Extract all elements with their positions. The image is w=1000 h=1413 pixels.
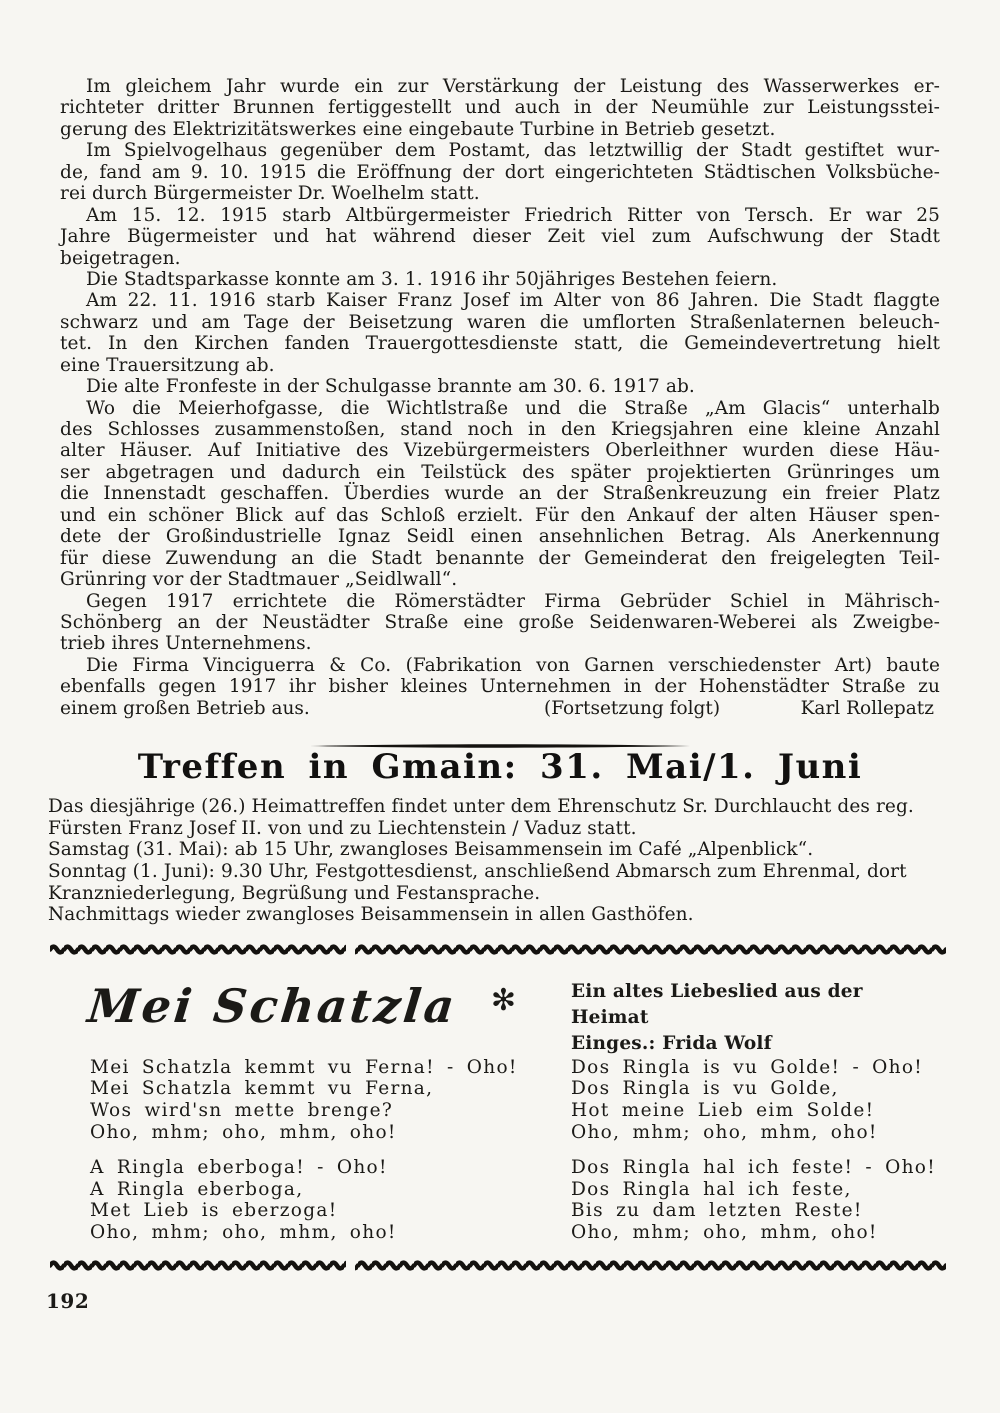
text-line: trieb ihres Unternehmens. [60, 633, 312, 655]
verse-line: Dos Ringla is vu Golde, [571, 1078, 839, 1100]
verse-line: Mei Schatzla kemmt vu Ferna, [90, 1078, 434, 1100]
verse-line: Oho, mhm; oho, mhm, oho! [571, 1222, 878, 1244]
text-line: de, fand am 9. 10. 1915 die Eröffnung der dort eingerichteten Städtischen Volksbüche- [60, 161, 940, 183]
page-number: 192 [46, 1289, 90, 1314]
text-line: Jahre Bügermeister und hat während dieser Zeit viel zum Aufschwung der Stadt [60, 226, 940, 248]
meeting-line: Das diesjährige (26.) Heimattreffen findet unter dem Ehrenschutz Sr. Durchlaucht des reg. [48, 796, 914, 818]
author-name: Karl Rollepatz [800, 697, 934, 719]
text-line: gerung des Elektrizitätswerkes eine eingebaute Turbine in Betrieb gesetzt. [60, 118, 776, 140]
text-line: schwarz und am Tage der Beisetzung waren die umflorten Straßenlaternen beleuch- [60, 311, 940, 333]
verse [571, 1157, 940, 1244]
paragraph [60, 140, 940, 204]
verse-line: Mei Schatzla kemmt vu Ferna! - Oho! [90, 1056, 518, 1078]
text-line: ebenfalls gegen 1917 ihr bisher kleines Unternehmen in der Hohenstädter Straße zu [60, 676, 940, 698]
song-source-line: Ein altes Liebeslied aus der Heimat [571, 980, 863, 1028]
verse-line: Dos Ringla is vu Golde! - Oho! [571, 1056, 924, 1078]
verse-column-right [526, 1057, 940, 1244]
article [60, 76, 940, 719]
text-line: Schönberg an der Neustädter Straße eine große Seidenwaren-Weberei als Zweigbe- [60, 611, 940, 633]
text-line: Am 15. 12. 1915 starb Altbürgermeister Friedrich Ritter von Tersch. Er war 25 [86, 204, 940, 226]
text-line: Im gleichem Jahr wurde ein zur Verstärkung der Leistung des Wasserwerkes er- [86, 76, 940, 97]
text-line: Im Spielvogelhaus gegenüber dem Postamt, das letztwillig der Stadt gestiftet wur- [86, 140, 940, 162]
text-line: Die Firma Vinciguerra & Co. (Fabrikation von Garnen verschiedenster Art) baute [86, 654, 940, 676]
song-section [48, 973, 940, 1244]
verse-column-left [48, 1057, 526, 1244]
paragraph [60, 655, 940, 698]
text-line: tet. In den Kirchen fanden Trauergottesdienste statt, die Gemeindevertretung hielt [60, 333, 940, 355]
verse-line: Dos Ringla hal ich feste! - Oho! [571, 1156, 936, 1178]
paragraph [60, 290, 940, 376]
text-line: beigetragen. [60, 247, 181, 269]
verse-line: Oho, mhm; oho, mhm, oho! [90, 1222, 397, 1244]
wavy-divider [50, 943, 946, 956]
continuation-note: (Fortsetzung folgt) [544, 697, 721, 719]
song-title: Mei Schatzla [85, 978, 460, 1033]
continuation-text: einem großen Betrieb aus. [60, 697, 310, 719]
paragraph [60, 269, 940, 290]
text-line: und ein schöner Blick auf das Schloß erzielt. Für den Ankauf der alten Häuser spen- [60, 504, 940, 526]
meeting-announcement [48, 796, 940, 926]
meeting-line: Nachmittags wieder zwangloses Beisammensein in allen Gasthöfen. [48, 904, 694, 926]
text-line: für diese Zuwendung an die Stadt benannte der Gemeinderat den freigelegten Teil- [60, 547, 940, 569]
paragraph [60, 398, 940, 591]
verse [571, 1057, 940, 1144]
verse-line: Oho, mhm; oho, mhm, oho! [90, 1122, 397, 1144]
text-line: ser abgetragen und dadurch ein Teilstück des später projektierten Grünringes um [60, 461, 940, 483]
text-line: Gegen 1917 errichtete die Römerstädter Firma Gebrüder Schiel in Mährisch- [86, 590, 940, 612]
asterisk-icon: ✻ [490, 982, 516, 1018]
verse-line: A Ringla eberboga! - Oho! [90, 1156, 388, 1178]
text-line: Die alte Fronfeste in der Schulgasse brannte am 30. 6. 1917 ab. [86, 376, 695, 398]
verse-line: Dos Ringla hal ich feste, [571, 1178, 852, 1200]
paragraph [60, 76, 940, 140]
song-title-block [48, 973, 526, 1049]
text-line: eine Trauersitzung ab. [60, 354, 275, 376]
verse [90, 1157, 526, 1244]
meeting-heading: Treffen in Gmain: 31. Mai/1. Juni [137, 747, 863, 788]
section-divider [60, 734, 940, 740]
verse-line: Bis zu dam letzten Reste! [571, 1200, 863, 1222]
article-paragraphs [60, 76, 940, 698]
text-line: Wo die Meierhofgasse, die Wichtlstraße und die Straße „Am Glacis“ unterhalb [86, 397, 940, 419]
article-continuation-row [60, 698, 940, 719]
paragraph [60, 591, 940, 655]
meeting-line: Fürsten Franz Josef II. von und zu Liechtenstein / Vaduz statt. [48, 817, 637, 839]
verse-line: Met Lieb is eberzoga! [90, 1200, 338, 1222]
text-line: richteter dritter Brunnen fertiggestellt und auch in der Neumühle zur Leistungsstei- [60, 97, 940, 119]
text-line: rei durch Bürgermeister Dr. Woelhelm statt. [60, 183, 480, 205]
verse [90, 1057, 526, 1144]
text-line: dete der Großindustrielle Ignaz Seidl einen ansehnlichen Betrag. Als Anerkennung [60, 526, 940, 548]
text-line: des Schlosses zusammenstoßen, stand noch in den Kriegsjahren eine kleine Anzahl [60, 419, 940, 440]
song-contributor-line: Einges.: Frida Wolf [571, 1032, 772, 1054]
meeting-line: Sonntag (1. Juni): 9.30 Uhr, Festgottesdienst, anschließend Abmarsch zum Ehrenmal, dort [48, 860, 907, 882]
meeting-line: Samstag (31. Mai): ab 15 Uhr, zwangloses Beisammensein im Café „Alpenblick“. [48, 839, 814, 861]
verse-line: Hot meine Lieb eim Solde! [571, 1100, 875, 1122]
text-line: Die Stadtsparkasse konnte am 3. 1. 1916 ihr 50jähriges Bestehen feiern. [86, 268, 778, 290]
text-line: Grünring vor der Stadtmauer „Seidlwall“. [60, 569, 458, 591]
paragraph [60, 205, 940, 269]
wavy-divider [50, 1259, 946, 1272]
text-line: Am 22. 11. 1916 starb Kaiser Franz Josef im Alter von 86 Jahren. Die Stadt flaggte [86, 290, 940, 312]
song-source-block [526, 973, 940, 1057]
verse-line: Oho, mhm; oho, mhm, oho! [571, 1122, 878, 1144]
text-line: alter Häuser. Auf Initiative des Vizebürgermeisters Oberleithner wurden diese Häu- [60, 440, 940, 462]
text-line: die Innenstadt geschaffen. Überdies wurde an der Straßenkreuzung ein freier Platz [60, 483, 940, 505]
paragraph [60, 376, 940, 397]
verse-line: A Ringla eberboga, [90, 1178, 304, 1200]
verse-line: Wos wird'sn mette brenge? [90, 1100, 394, 1122]
meeting-line: Kranzniederlegung, Begrüßung und Festansprache. [48, 882, 541, 904]
